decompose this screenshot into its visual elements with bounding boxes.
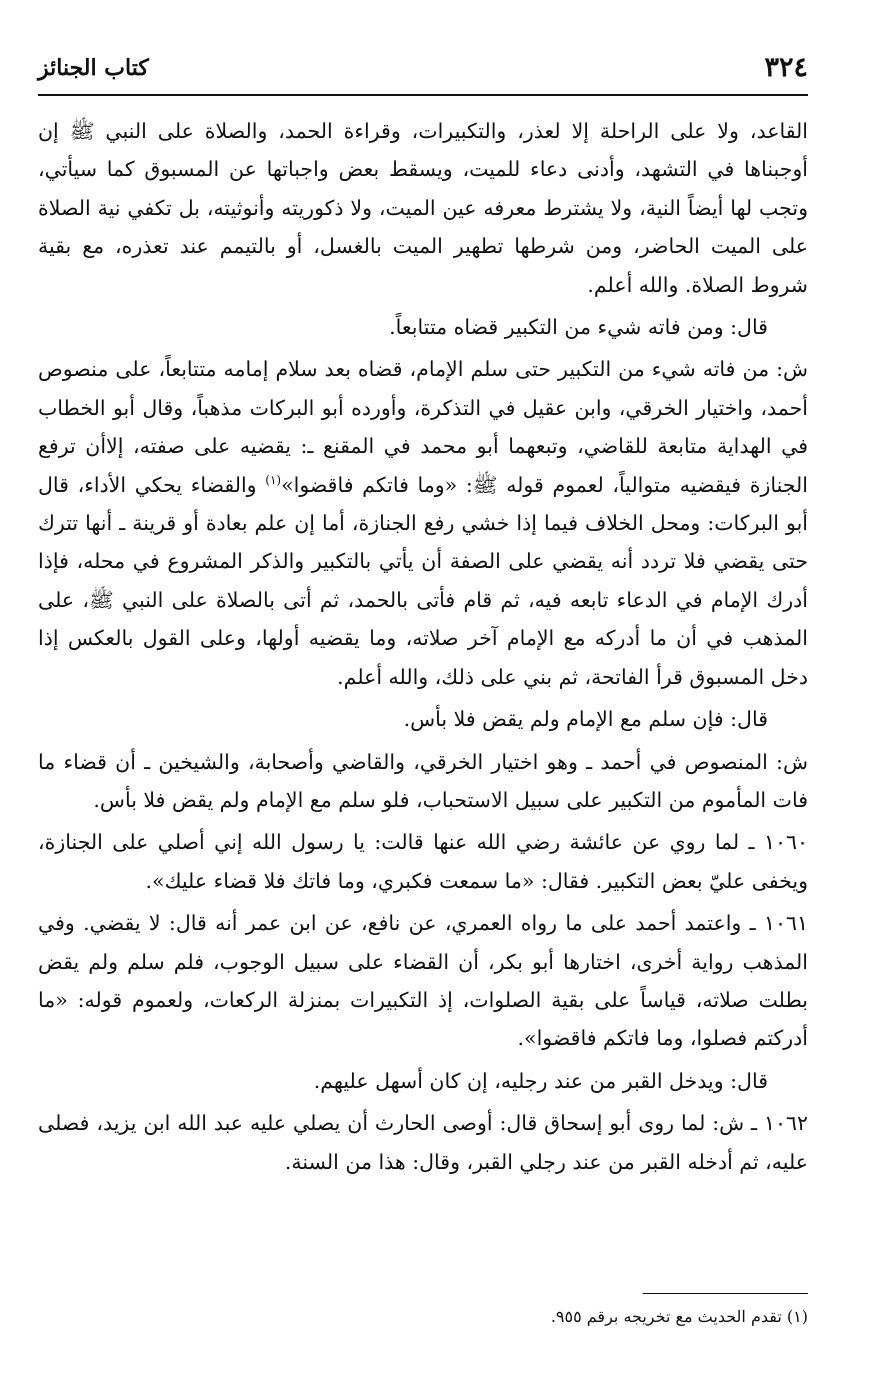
- footnote-text: تقدم الحديث مع تخريجه برقم ٩٥٥.: [550, 1307, 782, 1326]
- paragraph-commentary: [38, 743, 808, 820]
- paragraph-commentary: [38, 350, 808, 696]
- paragraph-text: ١٠٦٢ ـ ش: لما روى أبو إسحاق قال: أوصى الحارث أن يصلي عليه عبد الله ابن يزيد، فصلى عليه، ثم أدخله القبر من عند رجلي القبر، وقال: هذا من السنة.: [38, 1111, 808, 1174]
- paragraph-text: قال: ويدخل القبر من عند رجليه، إن كان أسهل عليهم.: [313, 1068, 768, 1093]
- page-number: ٣٢٤: [764, 52, 808, 83]
- paragraph-hadith-1061: [38, 904, 808, 1058]
- paragraph-text: القاعد، ولا على الراحلة إلا لعذر، والتكبيرات، وقراءة الحمد، والصلاة على النبي ﷺ إن أوجبناها في التشهد، وأدنى دعاء للميت، ويسقط بعض واجباتها عن المسبوق كما سيأتي، وتجب لها أيضاً النية، ولا يشترط معرفه عين الميت، ولا ذكوريته وأنوثيته، بل تكفي نية الصلاة على الميت الحاضر، ومن شرطها تطهير الميت بالغسل، أو بالتيمم عند تعذره، مع بقية شروط الصلاة. والله أعلم.: [38, 119, 808, 297]
- page-header: [38, 48, 808, 94]
- paragraph-text: قال: ومن فاته شيء من التكبير قضاه متتابعاً.: [389, 315, 768, 340]
- header-rule: [38, 94, 808, 96]
- footnote-marker: (١): [786, 1307, 808, 1326]
- paragraph-text: ش: المنصوص في أحمد ـ وهو اختيار الخرقي، والقاضي وأصحابة، والشيخين ـ أن قضاء ما فات المأموم من التكبير على سبيل الاستحباب، فلو سلم مع الإمام ولم يقض فلا بأس.: [38, 749, 808, 812]
- running-title: كتاب الجنائز: [38, 55, 149, 81]
- paragraph-hadith-1062: [38, 1104, 808, 1181]
- paragraph-commentary: [38, 112, 808, 304]
- main-text: [38, 112, 808, 1181]
- paragraph-matn: [38, 1062, 808, 1100]
- footnote-rule: [643, 1293, 808, 1294]
- paragraph-text: قال: فإن سلم مع الإمام ولم يقض فلا بأس.: [403, 707, 768, 732]
- footnote: [108, 1303, 808, 1331]
- paragraph-text: ش: من فاته شيء من التكبير حتى سلم الإمام، قضاه بعد سلام إمامه متتابعاً، على منصوص أحمد، واختيار الخرقي، وابن عقيل في التذكرة، وأورده أبو البركات مذهباً، وقال أبو الخطاب في الهداية متابعة للقاضي، وتبعهما أبو محمد في المقنع ـ: يقضيه على صفته، إلاأن ترفع الجنازة فيقضيه متوالياً، لعموم قوله ﷺ: «وما فاتكم فاقضوا»: [38, 357, 808, 497]
- paragraph-text: ١٠٦١ ـ واعتمد أحمد على ما رواه العمري، عن نافع، عن ابن عمر أنه قال: لا يقضي. وفي المذهب رواية أخرى، اختارها أبو بكر، أن القضاء على سبيل الوجوب، فلم سلم ولم يقض بطلت صلاته، قياساً على بقية الصلوات، إذ التكبيرات بمنزلة الركعات، ولعموم قوله: «ما أدركتم فصلوا، وما فاتكم فاقضوا».: [38, 911, 808, 1051]
- paragraph-text-continued: والقضاء يحكي الأداء، قال أبو البركات: ومحل الخلاف فيما إذا خشي رفع الجنازة، أما إن علم بعادة أو قرينة ـ أنها تترك حتى يقضي فلا تردد أنه يقضي على الصفة أن يأتي بالتكبير والذكر المشروع في محله، فإذا أدرك الإمام في الدعاء تابعه فيه، ثم قام فأتى بالحمد، ثم أتى بالصلاة على النبي ﷺ، على المذهب في أن ما أدركه مع الإمام آخر صلاته، وما يقضيه أولها، وعلى القول بالعكس إذا دخل المسبوق قرأ الفاتحة، ثم بني على ذلك، والله أعلم.: [38, 472, 808, 689]
- footnote-reference[interactable]: (١): [265, 472, 282, 487]
- paragraph-text: ١٠٦٠ ـ لما روي عن عائشة رضي الله عنها قالت: يا رسول الله إني أصلي على الجنازة، ويخفى عليّ بعض التكبير. فقال: «ما سمعت فكبري، وما فاتك فلا قضاء عليك».: [38, 830, 808, 893]
- paragraph-matn: [38, 700, 808, 738]
- paragraph-hadith-1060: [38, 823, 808, 900]
- paragraph-matn: [38, 308, 808, 346]
